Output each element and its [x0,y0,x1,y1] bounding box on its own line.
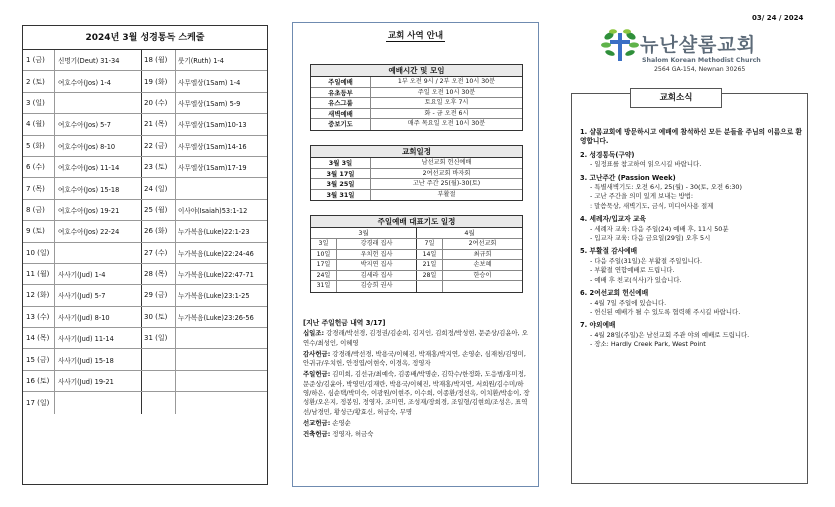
schedule-reading: 사사기(Jud) 1-4 [55,264,142,284]
schedule-reading: 누가복음(Luke)22:47-71 [178,271,254,280]
prayer-date: 10일 [311,250,337,260]
worship-rows [311,77,522,130]
table-row [311,179,522,190]
reading-schedule [22,25,268,485]
prayer-date: 31일 [311,281,337,292]
schedule-date: 10 (일) [23,243,55,263]
schedule-date: 25 (월) [142,200,176,220]
schedule-reading [55,93,142,113]
news-item [580,174,804,212]
schedule-reading: 여호수아(Jos) 19-21 [55,200,142,220]
news-detail: - 예배 후 친교(식사)가 있습니다. [590,275,682,284]
news-item [580,215,804,243]
schedule-reading: 사무엘상(1Sam)14-16 [178,142,247,151]
schedule-row [23,136,267,157]
schedule-reading: 여호수아(Jos) 11-14 [55,157,142,177]
table-row [311,158,522,169]
row-value: 화 - 금 오전 6시 [424,109,469,117]
prayer-date: 14일 [417,250,443,260]
prayer-month-april: 4월 [464,229,475,237]
news-item [580,247,804,285]
prayer-leader: 강경래 집사 [337,239,417,249]
row-label: 중보기도 [311,119,371,130]
schedule-reading: 사무엘상(1Sam)17-19 [178,164,247,173]
schedule-date: 18 (월) [142,50,176,70]
table-row [311,169,522,180]
row-label: 3월 3일 [311,158,371,168]
prayer-leader: 손보혜 [473,261,492,269]
offering-names: 손영순 [332,418,351,427]
news-detail: - 세례자 교육: 다음 주일(24) 예배 후, 11시 50분 [590,224,729,233]
news-heading: 7. 야외예배 [580,321,616,330]
schedule-date [142,349,176,369]
offering-names: 정영자, 허금숙 [332,430,374,439]
news-title: 교회소식 [630,88,722,108]
schedule-date: 16 (토) [23,371,55,391]
offering-item [303,430,531,439]
table-row [311,190,522,201]
schedule-reading: 여호수아(Jos) 5-7 [55,114,142,134]
schedule-reading: 사사기(Jud) 5-7 [55,285,142,305]
schedule-reading: 사사기(Jud) 15-18 [55,349,142,369]
prayer-leader: 한승이 [473,271,492,279]
schedule-date: 13 (수) [23,307,55,327]
news-detail: - 다음 주일(31일)은 부활절 주일입니다. [590,256,703,265]
schedule-date: 24 (일) [142,178,176,198]
schedule-row [23,200,267,221]
prayer-leader: 김승희 권사 [337,281,417,292]
schedule-row [23,157,267,178]
schedule-row [23,178,267,199]
offering-label: 선교헌금: [303,418,331,427]
schedule-reading: 룻기(Ruth) 1-4 [178,57,224,66]
schedule-row [23,349,267,370]
row-value: 부활절 [437,190,456,198]
offering-label: 감사헌금: [303,349,331,358]
row-value: 주일 오전 10시 30분 [417,88,476,96]
schedule-date: 27 (수) [142,243,176,263]
schedule-date: 31 (일) [142,328,176,348]
row-label: 주일예배 [311,77,371,87]
church-name: 뉴난샬롬교회 [640,34,757,56]
schedule-date: 17 (일) [23,392,55,413]
schedule-date: 7 (목) [23,178,55,198]
prayer-month-march: 3월 [311,228,417,238]
schedule-date: 29 (금) [142,285,176,305]
news-heading: 1. 샬롬교회에 방문하시고 예배에 참석하신 모든 분들을 주님의 이름으로 환영합니다. [580,128,802,146]
table-row [311,88,522,99]
prayer-leader: 박지연 집사 [337,260,417,270]
news-detail: - 특별새벽기도: 오전 6시, 25(월) - 30(토, 오전 6:30) [590,183,742,192]
row-value: 토요일 오후 7시 [424,99,469,107]
prayer-leader: 2여선교회 [468,240,497,247]
schedule-reading [176,349,267,369]
schedule-row [23,71,267,92]
schedule-reading: 사무엘상(1Sam) 5-9 [178,99,241,108]
news-heading: 3. 고난주간 (Passion Week) [580,173,676,182]
prayer-date: 24일 [311,271,337,281]
schedule-row [23,114,267,135]
news-heading: 2. 성경통독(구약) [580,150,635,159]
row-label: 3월 25일 [311,179,371,189]
offering-label: 주일헌금: [303,370,331,379]
news-detail: - 헌신된 예배가 될 수 있도록 협력해 주시길 바랍니다. [590,307,741,316]
offering-item [303,350,531,369]
prayer-rows [311,239,522,292]
schedule-reading: 여호수아(Jos) 8-10 [55,136,142,156]
schedule-date [142,392,176,413]
prayer-row [311,250,522,261]
church-info-panel [292,22,539,487]
schedule-date: 26 (화) [142,221,176,241]
schedule-reading: 여호수아(Jos) 15-18 [55,178,142,198]
table-row [311,98,522,109]
offering-names: 김미희, 김선규/최예숙, 김종배/박명순, 김학수/한정화, 도응범/홍미정, 문준상/김윤아, 박영민/김재란, 박용국/이혜진, 박재홍/박지연, 서희원/김수미/하영/하은, 심순택/박미숙, 이광원/이현주, 이수희, 이종환/정선옥, 이치환/박송이, 장성환/오은지, 정봉임, 정영자, 조미연, 조성재/장희경, 조일형/김현희/조성은, 표역선/남경민, 황성근/황효신, 허금숙, 무명 [303,370,530,416]
offering-list [303,319,531,442]
news-detail: : 말씀묵상, 새벽기도, 금식, 미디어사용 절제 [590,201,714,210]
prayer-schedule-table [310,215,523,293]
schedule-reading: 여호수아(Jos) 1-4 [55,71,142,91]
schedule-reading: 사무엘상(1Sam)10-13 [178,121,247,130]
prayer-leader [443,281,522,292]
offering-item [303,419,531,428]
schedule-date: 12 (화) [23,285,55,305]
church-events-head: 교회일정 [311,146,522,158]
schedule-date: 11 (월) [23,264,55,284]
schedule-date: 20 (수) [142,93,176,113]
schedule-date: 14 (목) [23,328,55,348]
news-detail: - 부활절 연합예배로 드립니다. [590,266,675,275]
news-item [580,128,804,147]
offering-item [303,370,531,416]
schedule-reading [176,328,267,348]
schedule-date: 22 (금) [142,136,176,156]
schedule-row [23,371,267,392]
schedule-reading [176,392,267,413]
row-label: 유스그룹 [311,98,371,108]
offering-label: 건축헌금: [303,430,331,439]
schedule-date: 19 (화) [142,71,176,91]
schedule-row [23,392,267,413]
schedule-reading: 신명기(Deut) 31-34 [55,50,142,70]
row-value: 고난 주간 25(월)-30(토) [412,180,481,188]
prayer-leader: 김세라 집사 [337,271,417,281]
offering-names: 강경래/박선경, 박용국/이혜진, 박재홍/박지연, 손영순, 심재천/김영미, 안귀규/우치헌, 안정엽/이현숙, 이경옥, 정영자 [303,349,526,368]
schedule-date: 23 (토) [142,157,176,177]
table-row [311,109,522,120]
prayer-leader: 최규희 [473,250,492,258]
schedule-date: 4 (월) [23,114,55,134]
schedule-date: 3 (일) [23,93,55,113]
schedule-date: 2 (토) [23,71,55,91]
schedule-reading: 사사기(Jud) 11-14 [55,328,142,348]
schedule-row [23,264,267,285]
news-heading: 5. 부활절 감사예배 [580,247,638,256]
schedule-row [23,307,267,328]
prayer-month-header [311,228,522,239]
church-events-table [310,145,523,201]
schedule-date: 6 (수) [23,157,55,177]
schedule-reading: 이사야(Isaiah)53:1-12 [178,206,248,215]
row-value: 남선교회 헌신예배 [421,159,472,166]
schedule-date: 30 (토) [142,307,176,327]
schedule-reading: 누가복음(Luke)22:24-46 [178,249,254,258]
schedule-date: 5 (화) [23,136,55,156]
prayer-date: 21일 [417,260,443,270]
schedule-row [23,328,267,349]
offering-items [303,329,531,439]
schedule-date: 28 (목) [142,264,176,284]
schedule-date: 21 (목) [142,114,176,134]
schedule-row [23,285,267,306]
row-value: 매주 목요일 오전 10시 30분 [407,120,486,128]
schedule-row [23,50,267,71]
row-label: 유초등부 [311,88,371,98]
schedule-reading: 누가복음(Luke)23:1-25 [178,292,250,301]
offering-title: [지난 주일헌금 내역 3/17] [303,319,386,327]
prayer-row [311,281,522,292]
row-value: 1부 오전 9시 / 2부 오전 10시 30분 [397,78,496,85]
news-heading: 6. 2여선교회 헌신예배 [580,289,649,298]
schedule-reading: 누가복음(Luke)22:1-23 [178,228,250,237]
news-detail: - 고난 주간을 의미 있게 보내는 방법: [590,192,694,201]
schedule-reading [176,178,267,198]
church-address: 2564 GA-154, Newnan 30265 [654,66,746,73]
event-rows [311,158,522,200]
prayer-date: 3일 [311,239,337,249]
schedule-reading [55,243,142,263]
prayer-date: 17일 [311,260,337,270]
prayer-date: 7일 [417,239,443,249]
news-list [580,128,804,354]
schedule-row [23,93,267,114]
offering-label: 십일조: [303,329,325,338]
schedule-date: 15 (금) [23,349,55,369]
prayer-date: 28일 [417,271,443,281]
table-row [311,77,522,88]
prayer-schedule-head: 주일예배 대표기도 일정 [311,216,522,228]
bulletin-date: 03/ 24 / 2024 [752,14,804,22]
schedule-date [142,371,176,391]
schedule-row [23,243,267,264]
worship-times-head: 예배시간 및 모임 [311,65,522,77]
prayer-date [417,281,443,292]
schedule-reading [176,371,267,391]
news-item [580,151,804,170]
schedule-reading: 여호수아(Jos) 22-24 [55,221,142,241]
schedule-title: 2024년 3월 성경통독 스케줄 [23,26,267,50]
news-detail: - 4월 28일(주일)은 남선교회 주관 야외 예배로 드립니다. [590,330,750,339]
schedule-date: 8 (금) [23,200,55,220]
news-detail: - 일정표를 참고하여 읽으시길 바랍니다. [590,160,702,169]
worship-times-table [310,64,523,131]
schedule-reading: 사무엘상(1Sam) 1-4 [178,78,241,87]
prayer-leader: 우치헌 집사 [337,250,417,260]
prayer-row [311,260,522,271]
schedule-date: 1 (금) [23,50,55,70]
row-label: 3월 17일 [311,169,371,179]
row-label: 3월 31일 [311,190,371,201]
prayer-row [311,271,522,282]
church-name-english: Shalom Korean Methodist Church [642,57,761,64]
prayer-row [311,239,522,250]
news-detail: - 4월 7일 주일에 있습니다. [590,298,667,307]
schedule-reading: 누가복음(Luke)23:26-56 [178,313,254,322]
schedule-date: 9 (토) [23,221,55,241]
info-title: 교회 사역 안내 [387,31,444,41]
schedule-reading: 사사기(Jud) 19-21 [55,371,142,391]
offering-names: 강경래/박선경, 김정권/김순희, 김지인, 김희정/박성현, 문준상/김윤아, 오연수/최성인, 이혜영 [303,329,528,347]
schedule-reading: 사사기(Jud) 8-10 [55,307,142,327]
row-value: 2여선교회 바자회 [422,169,471,177]
news-item [580,289,804,317]
news-detail: - 장소: Hardly Creek Park, West Point [590,340,706,349]
row-label: 새벽예배 [311,109,371,119]
schedule-rows [23,50,267,414]
offering-item [303,329,531,348]
church-news-panel [571,93,808,484]
news-heading: 4. 세례자/입교자 교육 [580,215,646,224]
schedule-row [23,221,267,242]
schedule-reading [55,392,142,413]
cross-tree-logo-icon [601,29,639,63]
news-item [580,321,804,349]
news-detail: - 입교자 교육: 다음 금요일(29일) 오후 5시 [590,234,711,243]
table-row [311,119,522,130]
